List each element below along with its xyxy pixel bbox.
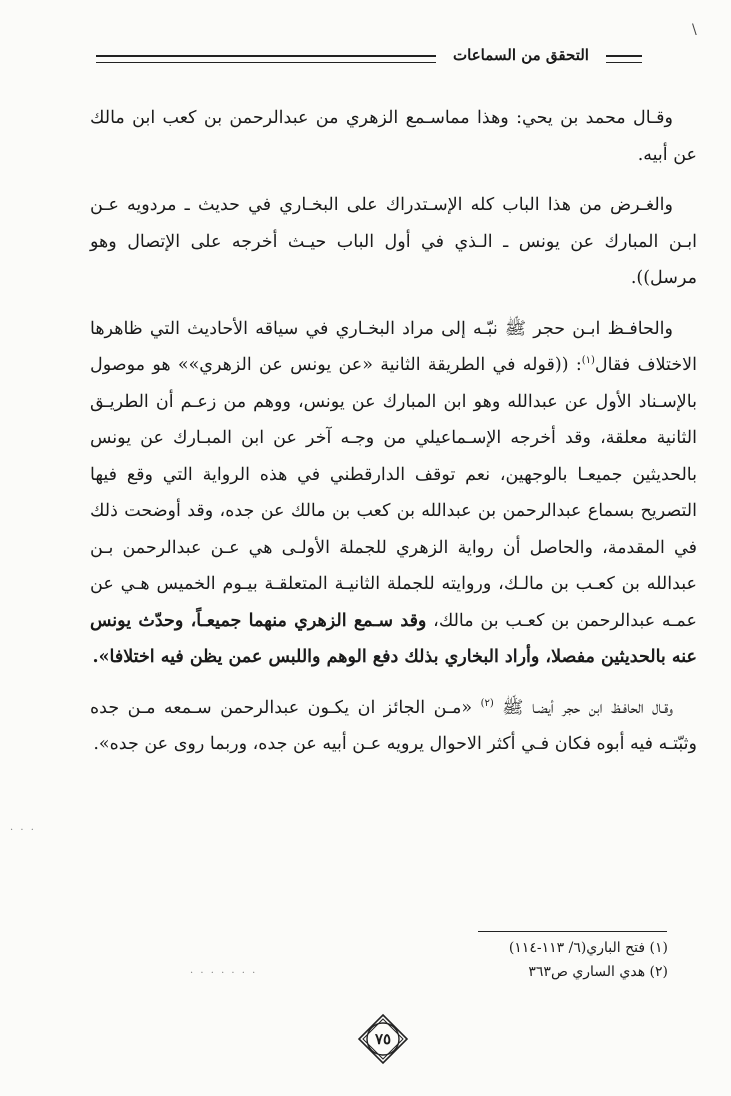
paragraph-3-quote: : ((قوله في الطريقة الثانية «عن يونس عن الزهري»» هو موصول بالإسـناد الأول عن عبدالله وهو ابن المبارك عن يونس، ووهم من زعـم أن الطريـق الثانية معلقة، وقد أخرجه الإسـماعيلي من وجـه آخر عن ابن المبـارك عن يونس بالحديثين جميعـا بالوجهين، نعم توقف الدارقطني في هذه الرواية التي وقع فيها التصريح بسماع عبدالرحمن بن عبدالله بن كعب بن مالك عن جده، وقد أوضحت ذلك في المقدمة، والحاصل أن رواية الزهري للجملة الأولـى هي عـن عبدالرحمن بـن عبدالله بن كعـب بن مالـك، وروايته للجملة الثانيـة المتعلقـة بيـوم الخميس هـي عن عمـه عبدالرحمن بن كعـب بن مالك، [90,355,697,631]
corner-mark: \ [692,22,697,38]
page-number-ornament [357,1013,409,1065]
paragraph-4 [90,690,697,763]
main-text [90,100,697,777]
scan-speck-bottom: · · · · · · · [190,968,258,979]
footnotes [300,936,668,984]
paragraph-3 [90,311,697,676]
paragraph-4-quote: «مـن الجائز ان يكـون عبدالرحمن سـمعه مـن جده وثبّتـه فيه أبوه فكان فـي أكثر الاحوال يرويه عـن أبيه عن جده، وربما روى عن جده». [90,697,697,754]
paragraph-2: والغـرض من هذا الباب كله الإسـتدراك على البخـاري في حديث ـ مردويه عـن ابـن المبارك عن يونس ـ الـذي في أول الباب حيـث أخرجه على الإتصال وهو مرسل)). [90,195,697,288]
header-rule-left [96,55,436,63]
footnote-2: (٢) هدي الساري ص٣٦٣ [528,964,668,980]
footnote-divider [478,931,667,932]
header-title: التحقق من السماعات [453,46,589,64]
page-number: ٧٥ [374,1030,392,1048]
running-header [96,46,692,70]
paragraph-1: وقـال محمد بن يحي: وهذا مماسـمع الزهري من عبدالرحمن بن كعب ابن مالك عن أبيه. [90,108,697,165]
header-rule-right [606,55,642,63]
footnote-ref-1: (١) [581,355,595,367]
paragraph-3-bold: وقد سـمع الزهري منهما جميعـاً، وحدّث يونس عنه بالحديثين مفصلا، وأراد البخاري بذلك دفع الوهم واللبس عمن يظن فيه اختلافا». [90,610,697,667]
paragraph-3-intro: والحافـظ ابـن حجر ﷺ نبّـه إلى مراد البخـاري في سياقه الأحاديث التي ظاهرها الاختلاف فقال [90,318,697,375]
footnote-1: (١) فتح الباري(٦/ ١١٣-١١٤) [508,940,668,956]
footnote-ref-2: (٢) [480,697,494,709]
scan-speck-left: · · · [10,825,36,836]
paragraph-4-intro: وقـال الحافـظ ابن حجر أيضـا ﷺ [502,697,673,718]
